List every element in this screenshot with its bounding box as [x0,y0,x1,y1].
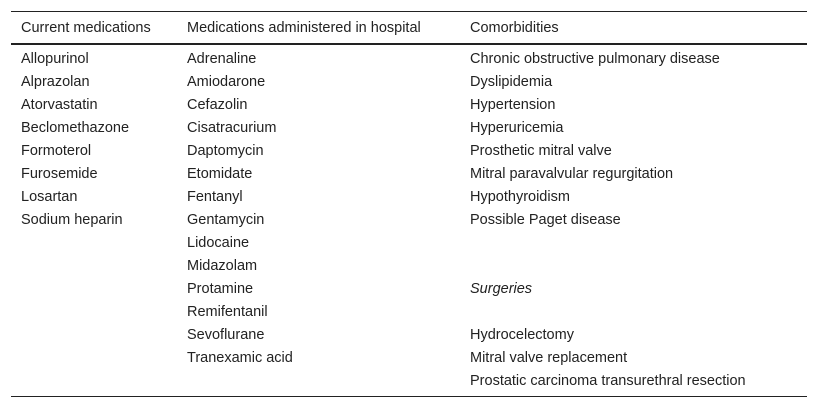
table-cell: Daptomycin [187,142,264,159]
table-cell: Cisatracurium [187,119,277,136]
table-cell: Mitral valve replacement [470,349,628,366]
table-cell: Prostatic carcinoma transurethral resection [470,372,746,389]
table-row [11,185,807,208]
table-cell: Chronic obstructive pulmonary disease [470,50,720,67]
table-row [11,277,807,300]
table-cell: Sevoflurane [187,326,265,343]
table-cell: Fentanyl [187,188,243,205]
table-cell: Cefazolin [187,96,248,113]
table-cell: Hydrocelectomy [470,326,574,343]
table-cell: Etomidate [187,165,253,182]
header-medications-in-hospital: Medications administered in hospital [177,12,460,44]
table-row [11,231,807,254]
table-cell: Gentamycin [187,211,265,228]
header-comorbidities: Comorbidities [460,12,807,44]
table-cell: Allopurinol [21,50,89,67]
table-cell: Furosemide [21,165,98,182]
table-cell: Formoterol [21,142,92,159]
table-cell: Dyslipidemia [470,73,553,90]
table-cell: Hypertension [470,96,556,113]
table-row [11,300,807,323]
table-row [11,369,807,396]
table-cell: Beclomethazone [21,119,130,136]
table-cell [460,254,807,277]
table-cell: Midazolam [187,257,258,274]
table-cell: Mitral paravalvular regurgitation [470,165,674,182]
table-row [11,70,807,93]
table-row [11,208,807,231]
table-header-row [11,12,807,44]
table-cell: Sodium heparin [21,211,123,228]
table-row [11,162,807,185]
table-cell [460,300,807,323]
table-cell: Alprazolan [21,73,90,90]
table-row [11,93,807,116]
table-cell: Hyperuricemia [470,119,564,136]
table-cell: Protamine [187,280,254,297]
table-row [11,116,807,139]
table-cell: Losartan [21,188,78,205]
surgeries-subheading: Surgeries [470,280,533,297]
table-row [11,323,807,346]
table-cell: Adrenaline [187,50,257,67]
table-cell [11,346,177,369]
table-cell: Remifentanil [187,303,268,320]
table-cell [460,231,807,254]
table-row [11,254,807,277]
table-cell: Amiodarone [187,73,266,90]
table-cell: Lidocaine [187,234,250,251]
table-row [11,44,807,70]
header-current-medications: Current medications [11,12,177,44]
table-cell: Prosthetic mitral valve [470,142,612,159]
table-cell [177,369,460,396]
table-cell [11,277,177,300]
table-cell [11,369,177,396]
medications-table-container [11,11,807,397]
table-cell: Atorvastatin [21,96,98,113]
table-cell: Hypothyroidism [470,188,570,205]
table-cell [11,300,177,323]
table-cell [11,323,177,346]
table-cell: Possible Paget disease [470,211,621,228]
medications-table [11,12,807,396]
table-row [11,346,807,369]
table-cell: Tranexamic acid [187,349,293,366]
table-row [11,139,807,162]
table-cell [11,231,177,254]
table-cell [11,254,177,277]
